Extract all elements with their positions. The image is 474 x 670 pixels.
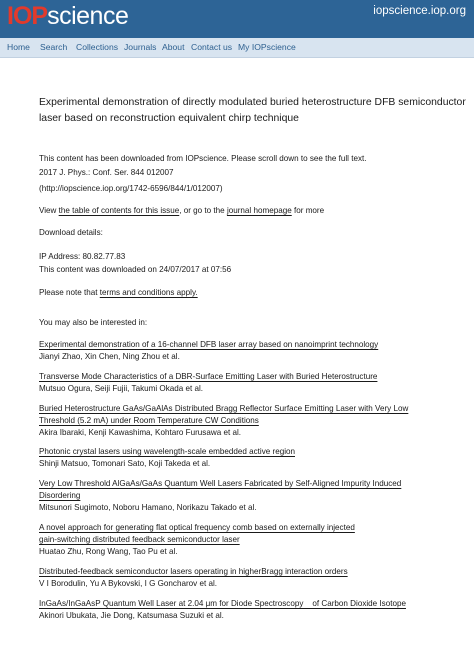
view-suffix: for more — [291, 206, 325, 215]
nav-bar — [0, 38, 474, 58]
nav-collections[interactable]: Collections — [76, 42, 119, 52]
citation: 2017 J. Phys.: Conf. Ser. 844 012007 — [39, 168, 174, 177]
related-article-authors: Akinori Ubukata, Jie Dong, Katsumasa Suzuki et al. — [39, 611, 224, 620]
logo-iop-text: IOP — [7, 2, 48, 30]
related-article — [39, 522, 437, 557]
related-article-link-line-2[interactable]: Disordering — [39, 491, 81, 500]
related-article-link[interactable]: Transverse Mode Characteristics of a DBR-Surface Emitting Laser with Buried Heterostructure — [39, 372, 378, 381]
related-article — [39, 566, 437, 589]
nav-contact-us[interactable]: Contact us — [191, 42, 233, 52]
note-prefix: Please note that — [39, 288, 100, 297]
related-article-authors: Shinji Matsuo, Tomonari Sato, Koji Takeda et al. — [39, 459, 211, 468]
related-article-link[interactable]: Distributed-feedback semiconductor lasers operating in higherBragg interaction orders — [39, 567, 348, 576]
related-article-link[interactable]: Photonic crystal lasers using wavelength-scale embedded active region — [39, 447, 295, 456]
related-article — [39, 478, 437, 513]
related-article-authors: Huatao Zhu, Rong Wang, Tao Pu et al. — [39, 547, 178, 556]
article-url: (http://iopscience.iop.org/1742-6596/844/1/012007) — [39, 184, 223, 193]
paper-title-line-1: Experimental demonstration of directly modulated buried heterostructure DFB semiconductor — [39, 97, 466, 108]
related-article-link-line-2[interactable]: gain-switching distributed feedback semiconductor laser — [39, 535, 240, 544]
nav-my-iopscience[interactable]: My IOPscience — [238, 42, 296, 52]
nav-about[interactable]: About — [162, 42, 185, 52]
logo-science-text: science — [47, 2, 129, 30]
terms-link[interactable]: terms and conditions apply. — [99, 288, 198, 297]
related-article — [39, 339, 437, 362]
related-article-link[interactable]: InGaAs/InGaAsP Quantum Well Laser at 2.04 μm for Diode Spectroscopy of Carbon Dioxide Isotope — [39, 599, 406, 608]
ip-address: IP Address: 80.82.77.83 — [39, 252, 126, 261]
terms-note — [39, 287, 198, 298]
related-article-authors: Akira Ibaraki, Kenji Kawashima, Kohtaro Furusawa et al. — [39, 428, 241, 437]
related-article-authors: Jianyi Zhao, Xin Chen, Ning Zhou et al. — [39, 352, 180, 361]
nav-home[interactable]: Home — [7, 42, 30, 52]
download-details-label: Download details: — [39, 228, 103, 237]
toc-link[interactable]: the table of contents for this issue — [58, 206, 180, 215]
iopscience-logo[interactable] — [7, 1, 128, 31]
related-article-authors: Mitsunori Sugimoto, Noboru Hamano, Norikazu Takado et al. — [39, 503, 257, 512]
also-interested-label: You may also be interested in: — [39, 318, 148, 327]
paper-title-line-2: laser based on reconstruction equivalent chirp technique — [39, 113, 299, 124]
related-article-link[interactable]: Experimental demonstration of a 16-channel DFB laser array based on nanoimprint technology — [39, 340, 379, 349]
related-article — [39, 598, 437, 621]
site-header — [0, 0, 474, 38]
site-url-link[interactable]: iopscience.iop.org — [373, 5, 466, 17]
download-notice: This content has been downloaded from IOPscience. Please scroll down to see the full text. — [39, 154, 367, 163]
related-article-link[interactable]: Buried Heterostructure GaAs/GaAlAs Distributed Bragg Reflector Surface Emitting Laser with Very Low — [39, 404, 409, 413]
download-date: This content was downloaded on 24/07/2017 at 07:56 — [39, 265, 232, 274]
related-article — [39, 403, 437, 438]
related-article-authors: V I Borodulin, Yu A Bykovski, I G Goncharov et al. — [39, 579, 218, 588]
nav-search[interactable]: Search — [40, 42, 68, 52]
related-article — [39, 371, 437, 394]
view-links-line — [39, 205, 324, 216]
related-article-authors: Mutsuo Ogura, Seiji Fujii, Takumi Okada et al. — [39, 384, 204, 393]
related-article-link-line-2[interactable]: Threshold (5.2 mA) under Room Temperature CW Conditions — [39, 416, 259, 425]
view-middle: , or go to the — [179, 206, 227, 215]
related-article — [39, 446, 437, 469]
related-article-link[interactable]: Very Low Threshold AlGaAs/GaAs Quantum Well Lasers Fabricated by Self-Aligned Impurity Induced — [39, 479, 402, 488]
nav-journals[interactable]: Journals — [124, 42, 157, 52]
view-prefix: View — [39, 206, 59, 215]
journal-homepage-link[interactable]: journal homepage — [226, 206, 292, 215]
related-article-link[interactable]: A novel approach for generating flat optical frequency comb based on externally injected — [39, 523, 355, 532]
